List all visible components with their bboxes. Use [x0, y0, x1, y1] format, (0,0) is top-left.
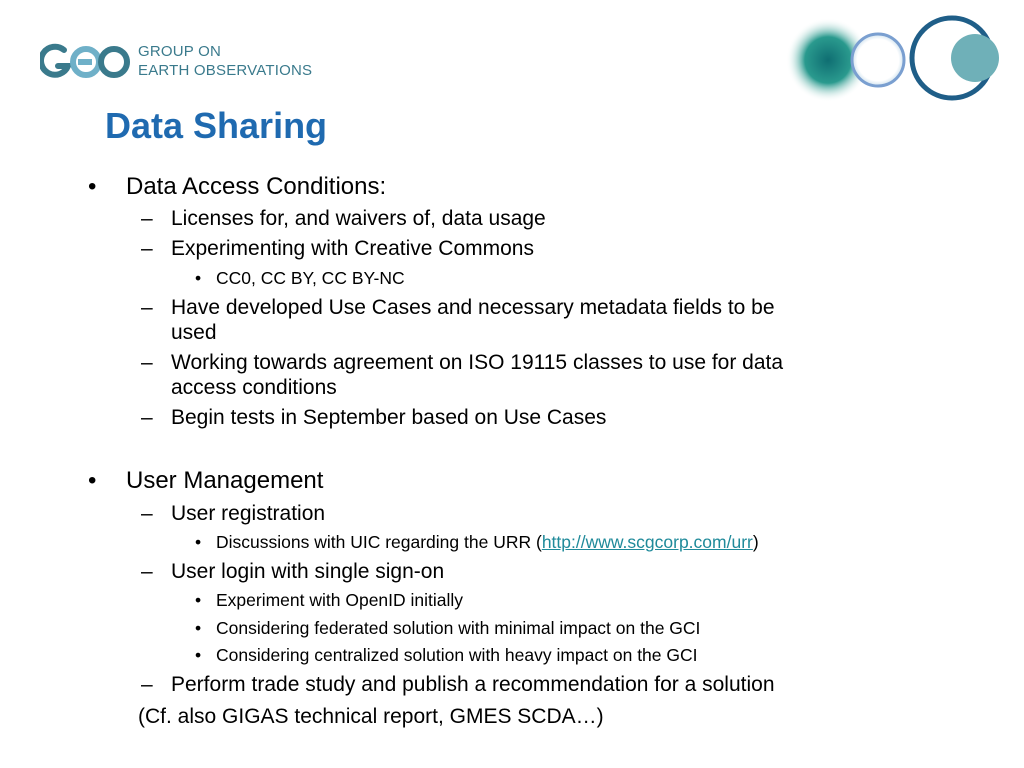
sub-bullet-use-cases-line-2: used: [171, 321, 217, 344]
dash-marker: –: [141, 351, 153, 374]
sub-sub-bullet-federated: Considering federated solution with minimal impact on the GCI: [216, 618, 701, 638]
sub-bullet-user-registration: User registration: [171, 502, 326, 525]
bullet-user-management: User Management: [126, 467, 324, 494]
bullet-data-access: Data Access Conditions:: [126, 173, 387, 200]
logo-line-1: GROUP ON: [138, 43, 222, 60]
bullet-marker: •: [195, 590, 202, 610]
bullet-marker: •: [88, 467, 97, 494]
dash-marker: –: [141, 560, 153, 583]
urr-link[interactable]: http://www.scgcorp.com/urr: [541, 532, 753, 552]
sub-bullet-licenses: Licenses for, and waivers of, data usage: [171, 207, 546, 230]
sub-sub-bullet-uic-discussions: [216, 531, 759, 553]
sub-bullet-use-cases-line-1: Have developed Use Cases and necessary metadata fields to be: [171, 296, 775, 319]
sub-sub-bullet-openid: Experiment with OpenID initially: [216, 590, 464, 610]
sub-sub-bullet-cc-licenses: CC0, CC BY, CC BY-NC: [216, 268, 405, 288]
sub-bullet-trade-study: Perform trade study and publish a recommendation for a solution: [171, 673, 775, 696]
dash-marker: –: [141, 237, 153, 260]
page-title: Data Sharing: [105, 105, 328, 146]
dash-marker: –: [141, 296, 153, 319]
note-reference: (Cf. also GIGAS technical report, GMES SCDA…): [138, 705, 604, 728]
bullet-marker: •: [195, 532, 202, 552]
sub-bullet-iso-line-2: access conditions: [171, 376, 337, 399]
bullet-marker: •: [195, 645, 202, 665]
uic-prefix-text: Discussions with UIC regarding the URR (: [216, 532, 542, 552]
bullet-marker: •: [88, 173, 97, 200]
bullet-marker: •: [195, 268, 202, 288]
dash-marker: –: [141, 207, 153, 230]
sub-bullet-creative-commons: Experimenting with Creative Commons: [171, 237, 534, 260]
sub-bullet-iso-line-1: Working towards agreement on ISO 19115 classes to use for data: [171, 351, 784, 374]
dash-marker: –: [141, 406, 153, 429]
sub-sub-bullet-centralized: Considering centralized solution with heavy impact on the GCI: [216, 645, 698, 665]
sub-bullet-begin-tests: Begin tests in September based on Use Cases: [171, 406, 607, 429]
sub-bullet-single-sign-on: User login with single sign-on: [171, 560, 445, 583]
dash-marker: –: [141, 673, 153, 696]
uic-suffix-text: ): [752, 532, 759, 552]
logo-line-2: EARTH OBSERVATIONS: [138, 62, 313, 79]
bullet-marker: •: [195, 618, 202, 638]
dash-marker: –: [141, 502, 153, 525]
